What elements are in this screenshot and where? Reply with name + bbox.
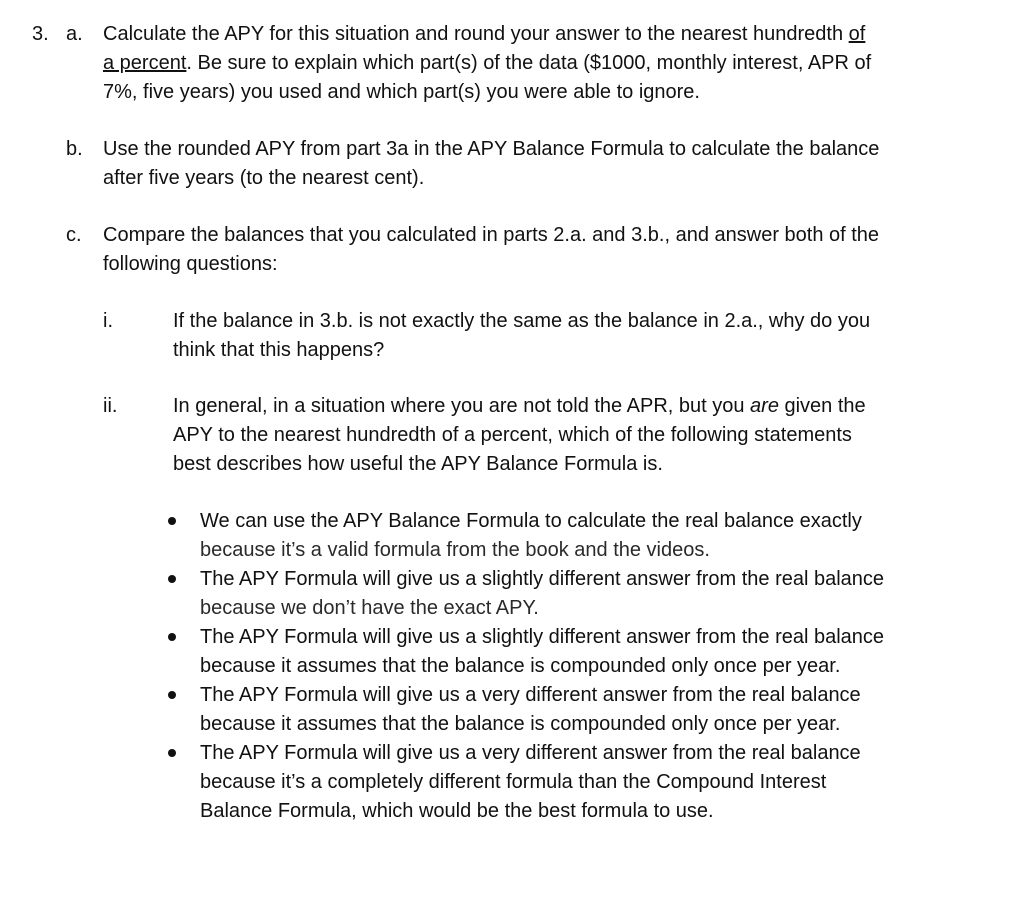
- sub-ii-italic-are: are: [750, 395, 779, 417]
- answer-option: [165, 507, 884, 565]
- part-a-text: [103, 20, 871, 107]
- option-1-line2: because it’s a valid formula from the book and the videos.: [200, 539, 710, 561]
- option-1-line1: We can use the APY Balance Formula to calculate the real balance exactly: [200, 510, 862, 532]
- part-a-line2: . Be sure to explain which part(s) of the data ($1000, monthly interest, APR of: [186, 52, 872, 74]
- option-4-line1: The APY Formula will give us a very different answer from the real balance: [200, 684, 861, 706]
- sub-i-line2: think that this happens?: [173, 339, 385, 361]
- sub-ii-line1-before: In general, in a situation where you are not told the APR, but you: [173, 395, 751, 417]
- option-3-line2: because it assumes that the balance is compounded only once per year.: [200, 655, 841, 677]
- part-b-line1: Use the rounded APY from part 3a in the APY Balance Formula to calculate the balance: [103, 138, 880, 160]
- part-c-text: [103, 221, 879, 279]
- sub-ii-label: ii.: [103, 395, 118, 417]
- part-a-underline-percent: a percent: [103, 52, 187, 74]
- option-4-line2: because it assumes that the balance is compounded only once per year.: [200, 713, 841, 735]
- option-5-line2: because it’s a completely different formula than the Compound Interest: [200, 771, 827, 793]
- bullet-icon: [168, 575, 176, 583]
- option-5-line3: Balance Formula, which would be the best formula to use.: [200, 800, 714, 822]
- sub-ii-line1-after: given the: [778, 395, 866, 417]
- sub-i-label: i.: [103, 310, 113, 332]
- part-a-line1: Calculate the APY for this situation and round your answer to the nearest hundredth: [103, 23, 849, 45]
- part-c-label: c.: [66, 224, 82, 246]
- sub-i-line1: If the balance in 3.b. is not exactly the same as the balance in 2.a., why do you: [173, 310, 871, 332]
- part-a-label: a.: [66, 23, 83, 45]
- part-a-underline-of: of: [848, 23, 866, 45]
- answer-option: [165, 623, 884, 681]
- option-3-line1: The APY Formula will give us a slightly different answer from the real balance: [200, 626, 885, 648]
- part-b-label: b.: [66, 138, 83, 160]
- option-2-line2: because we don’t have the exact APY.: [200, 597, 539, 619]
- sub-ii-line2: APY to the nearest hundredth of a percent, which of the following statements: [173, 424, 852, 446]
- part-b-text: [103, 135, 879, 193]
- answer-options-list: [165, 507, 884, 826]
- sub-ii-line3: best describes how useful the APY Balance Formula is.: [173, 453, 663, 475]
- answer-option: [165, 739, 884, 826]
- sub-i-text: [173, 307, 870, 365]
- part-c-line1: Compare the balances that you calculated in parts 2.a. and 3.b., and answer both of the: [103, 224, 880, 246]
- answer-option: [165, 681, 884, 739]
- option-5-line1: The APY Formula will give us a very different answer from the real balance: [200, 742, 861, 764]
- part-c-line2: following questions:: [103, 253, 278, 275]
- bullet-icon: [168, 633, 176, 641]
- part-a-line3: 7%, five years) you used and which part(s) you were able to ignore.: [103, 81, 700, 103]
- option-2-line1: The APY Formula will give us a slightly different answer from the real balance: [200, 568, 885, 590]
- bullet-icon: [168, 749, 176, 757]
- question-number: 3.: [32, 23, 49, 45]
- bullet-icon: [168, 517, 176, 525]
- sub-ii-text: [173, 392, 866, 479]
- part-b-line2: after five years (to the nearest cent).: [103, 167, 425, 189]
- answer-option: [165, 565, 884, 623]
- bullet-icon: [168, 691, 176, 699]
